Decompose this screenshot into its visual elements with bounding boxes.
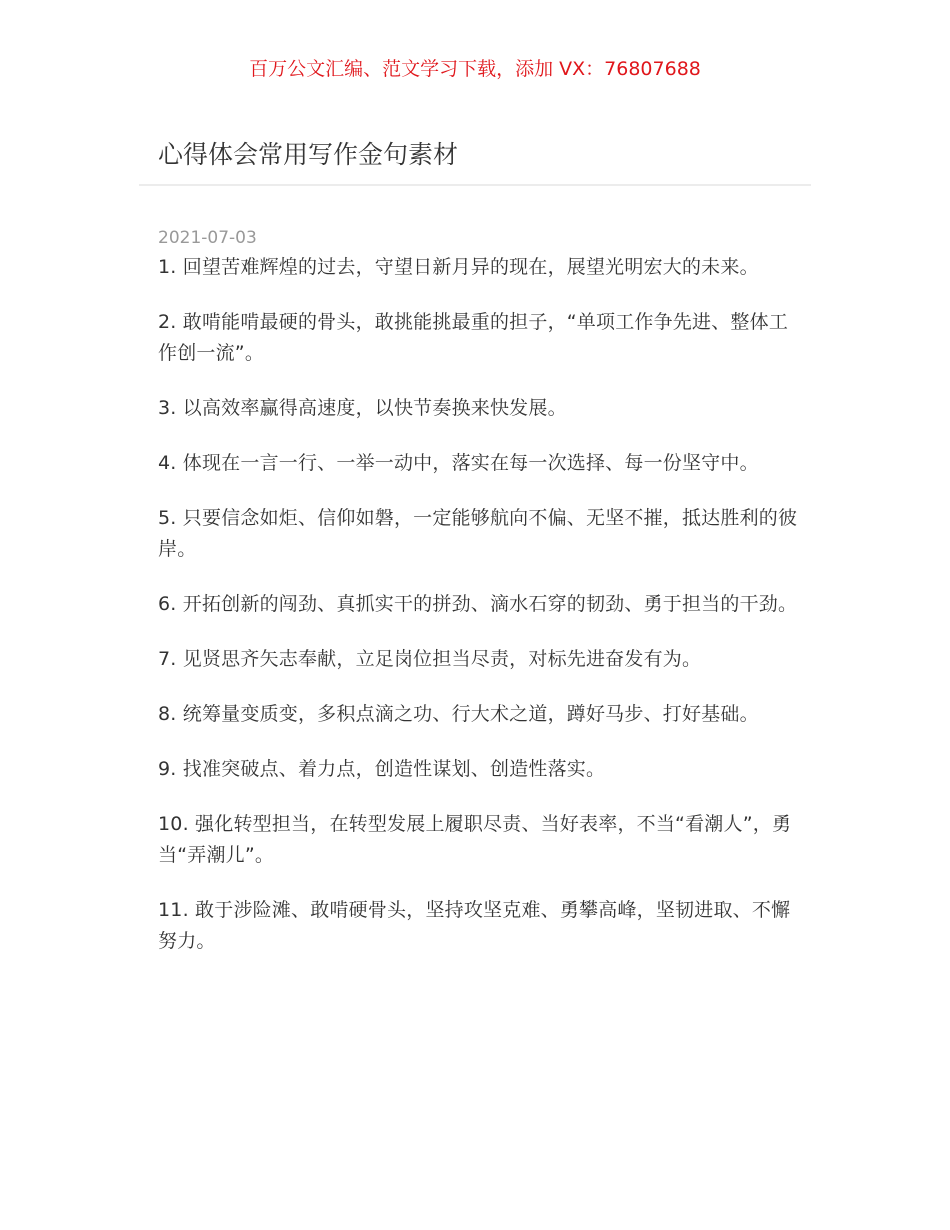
article-body [158, 252, 798, 981]
paragraph: 6. 开拓创新的闯劲、真抓实干的拼劲、滴水石穿的韧劲、勇于担当的干劲。 [158, 593, 798, 615]
paragraph: 4. 体现在一言一行、一举一动中，落实在每一次选择、每一份坚守中。 [158, 452, 759, 474]
paragraph: 10. 强化转型担当，在转型发展上履职尽责、当好表率，不当“看潮人”，勇当“弄潮儿”。 [158, 813, 792, 866]
publish-date: 2021-07-03 [158, 228, 257, 248]
paragraph: 11. 敢于涉险滩、敢啃硬骨头，坚持攻坚克难、勇攀高峰，坚韧进取、不懈努力。 [158, 899, 791, 952]
title-divider [139, 184, 811, 186]
paragraph: 9. 找准突破点、着力点，创造性谋划、创造性落实。 [158, 758, 606, 780]
promo-banner: 百万公文汇编、范文学习下载，添加 VX：76807688 [249, 58, 701, 80]
paragraph: 3. 以高效率赢得高速度，以快节奏换来快发展。 [158, 397, 567, 419]
paragraph: 5. 只要信念如炬、信仰如磐，一定能够航向不偏、无坚不摧，抵达胜利的彼岸。 [158, 507, 798, 560]
paragraph: 8. 统筹量变质变，多积点滴之功、行大术之道，蹲好马步、打好基础。 [158, 703, 759, 725]
paragraph: 1. 回望苦难辉煌的过去，守望日新月异的现在，展望光明宏大的未来。 [158, 256, 759, 278]
paragraph: 2. 敢啃能啃最硬的骨头，敢挑能挑最重的担子，“单项工作争先进、整体工作创一流”。 [158, 311, 789, 364]
article-title: 心得体会常用写作金句素材 [158, 140, 459, 169]
paragraph: 7. 见贤思齐矢志奉献，立足岗位担当尽责，对标先进奋发有为。 [158, 648, 702, 670]
